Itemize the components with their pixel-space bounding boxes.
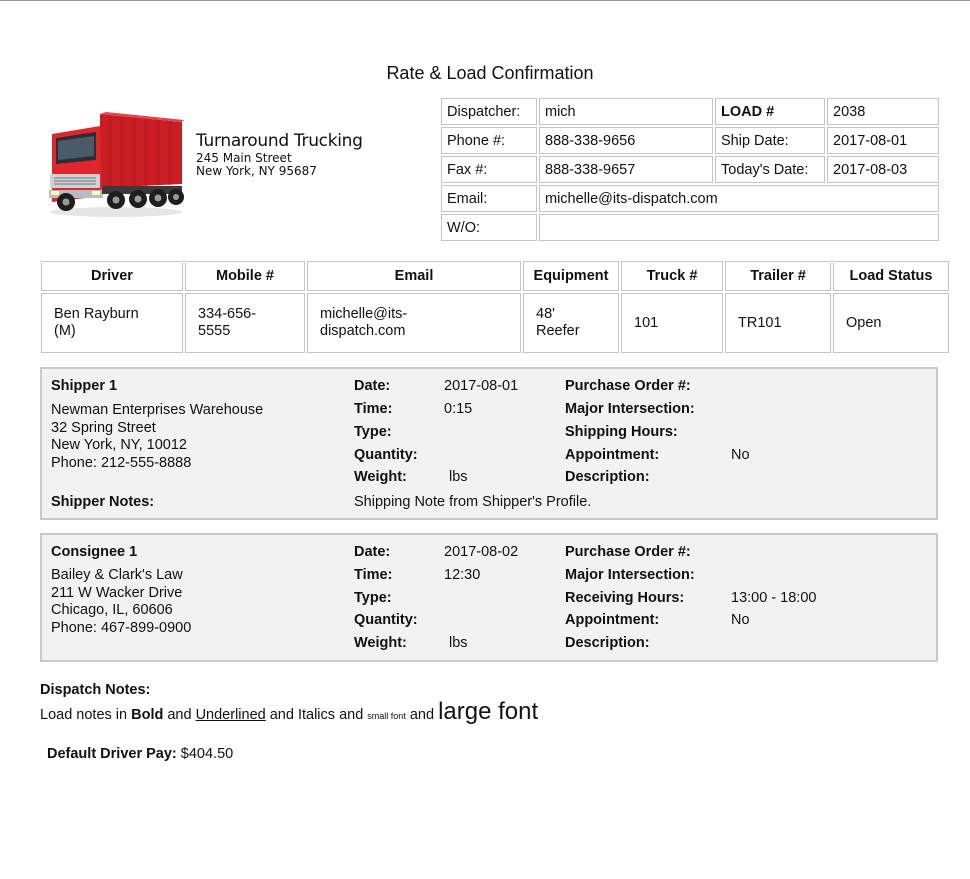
consignee-type-label: Type: <box>354 590 392 606</box>
driver-tag: (M) <box>54 323 76 339</box>
shipper-intersection-label: Major Intersection: <box>565 401 695 417</box>
email-value: michelle@its-dispatch.com <box>539 185 939 212</box>
dispatcher-value: mich <box>539 98 713 125</box>
truck-logo-icon <box>44 108 184 218</box>
wo-label: W/O: <box>441 214 537 241</box>
consignee-hours-value: 13:00 - 18:00 <box>731 590 817 606</box>
table-row <box>41 293 949 353</box>
consignee-intersection-label: Major Intersection: <box>565 567 695 583</box>
notes-text-1: Load notes in <box>40 707 132 723</box>
consignee-description-label: Description: <box>565 635 650 651</box>
shipper-appointment-label: Appointment: <box>565 447 660 463</box>
driver-table <box>39 259 951 355</box>
truck-cell: 101 <box>621 293 723 353</box>
load-status-cell: Open <box>833 293 949 353</box>
driver-table-header <box>41 261 949 291</box>
driver-pay-value: $404.50 <box>180 746 234 762</box>
header-equipment: Equipment <box>523 261 619 291</box>
shipper-weight-unit: lbs <box>449 469 468 485</box>
consignee-city: Chicago, IL, 60606 <box>51 602 173 618</box>
shipper-weight-label: Weight: <box>354 469 407 485</box>
mobile-line1: 334-656- <box>198 306 257 323</box>
dispatch-notes-text <box>40 698 538 726</box>
phone-label: Phone #: <box>441 127 537 154</box>
shipper-po-label: Purchase Order #: <box>565 378 691 394</box>
driver-pay-label: Default Driver Pay: <box>47 746 177 762</box>
email-line2: dispatch.com <box>320 323 406 339</box>
top-rule <box>0 0 970 1</box>
shipper-description-label: Description: <box>565 469 650 485</box>
load-number-label: LOAD # <box>715 98 825 125</box>
consignee-hours-label: Receiving Hours: <box>565 590 685 606</box>
shipper-name: Newman Enterprises Warehouse <box>51 402 264 418</box>
driver-cell <box>41 293 183 353</box>
shipper-city: New York, NY, 10012 <box>51 437 187 453</box>
shipper-phone: Phone: 212-555-8888 <box>51 454 192 471</box>
consignee-po-label: Purchase Order #: <box>565 544 691 560</box>
email-line1: michelle@its- <box>320 306 408 323</box>
header-load-status: Load Status <box>833 261 949 291</box>
email-cell <box>307 293 521 353</box>
fax-label: Fax #: <box>441 156 537 183</box>
company-address-line1: 245 Main Street <box>196 150 292 165</box>
consignee-quantity-label: Quantity: <box>354 612 418 628</box>
load-info-table <box>439 96 941 243</box>
notes-text-4: and <box>335 707 368 723</box>
equipment-cell <box>523 293 619 353</box>
shipper-time-value: 0:15 <box>444 401 473 417</box>
consignee-name: Bailey & Clark's Law <box>51 567 183 583</box>
ship-date-label: Ship Date: <box>715 127 825 154</box>
consignee-date-value: 2017-08-02 <box>444 544 519 560</box>
consignee-time-value: 12:30 <box>444 567 481 583</box>
shipper-hours-label: Shipping Hours: <box>565 424 678 440</box>
driver-pay <box>47 746 233 762</box>
consignee-appointment-value: No <box>731 612 750 628</box>
shipper-heading: Shipper 1 <box>51 378 118 394</box>
equipment-line1: 48' <box>536 306 555 323</box>
consignee-weight-unit: lbs <box>449 635 468 651</box>
shipper-section <box>40 367 938 520</box>
shipper-notes-value: Shipping Note from Shipper's Profile. <box>354 494 592 510</box>
company-name: Turnaround Trucking <box>196 131 363 151</box>
company-address-line2: New York, NY 95687 <box>196 164 317 179</box>
notes-large-font: large font <box>438 698 539 725</box>
load-number-value: 2038 <box>827 98 939 125</box>
notes-text-5: and <box>405 707 439 723</box>
shipper-address <box>51 402 263 472</box>
consignee-time-label: Time: <box>354 567 393 583</box>
notes-text-3: and <box>265 707 298 723</box>
consignee-appointment-label: Appointment: <box>565 612 660 628</box>
header-truck: Truck # <box>621 261 723 291</box>
notes-bold: Bold <box>131 707 164 723</box>
notes-text-2: and <box>163 707 196 723</box>
header-trailer: Trailer # <box>725 261 831 291</box>
header-driver: Driver <box>41 261 183 291</box>
todays-date-label: Today's Date: <box>715 156 825 183</box>
company-block <box>196 132 363 179</box>
mobile-line2: 5555 <box>198 323 231 339</box>
document-title: Rate & Load Confirmation <box>386 63 594 83</box>
header-mobile: Mobile # <box>185 261 305 291</box>
shipper-type-label: Type: <box>354 424 392 440</box>
shipper-street: 32 Spring Street <box>51 419 156 436</box>
mobile-cell <box>185 293 305 353</box>
shipper-date-value: 2017-08-01 <box>444 378 519 394</box>
email-label: Email: <box>441 185 537 212</box>
shipper-notes-label: Shipper Notes: <box>51 494 155 510</box>
consignee-date-label: Date: <box>354 544 391 560</box>
notes-small-font: small font <box>367 711 406 721</box>
todays-date-value: 2017-08-03 <box>827 156 939 183</box>
dispatcher-label: Dispatcher: <box>441 98 537 125</box>
shipper-appointment-value: No <box>731 447 750 463</box>
driver-name: Ben Rayburn <box>54 306 139 323</box>
phone-value: 888-338-9656 <box>539 127 713 154</box>
consignee-phone: Phone: 467-899-0900 <box>51 619 192 636</box>
dispatch-notes <box>40 682 538 726</box>
notes-italics: Italics <box>297 707 336 723</box>
fax-value: 888-338-9657 <box>539 156 713 183</box>
ship-date-value: 2017-08-01 <box>827 127 939 154</box>
equipment-line2: Reefer <box>536 323 580 339</box>
consignee-address <box>51 567 191 637</box>
shipper-time-label: Time: <box>354 401 393 417</box>
consignee-section <box>40 533 938 662</box>
dispatch-notes-label: Dispatch Notes: <box>40 682 151 698</box>
consignee-weight-label: Weight: <box>354 635 407 651</box>
consignee-heading: Consignee 1 <box>51 544 138 560</box>
wo-value <box>539 214 939 241</box>
consignee-street: 211 W Wacker Drive <box>51 584 183 601</box>
trailer-cell: TR101 <box>725 293 831 353</box>
shipper-quantity-label: Quantity: <box>354 447 418 463</box>
notes-underlined: Underlined <box>195 707 266 723</box>
header-email: Email <box>307 261 521 291</box>
shipper-date-label: Date: <box>354 378 391 394</box>
